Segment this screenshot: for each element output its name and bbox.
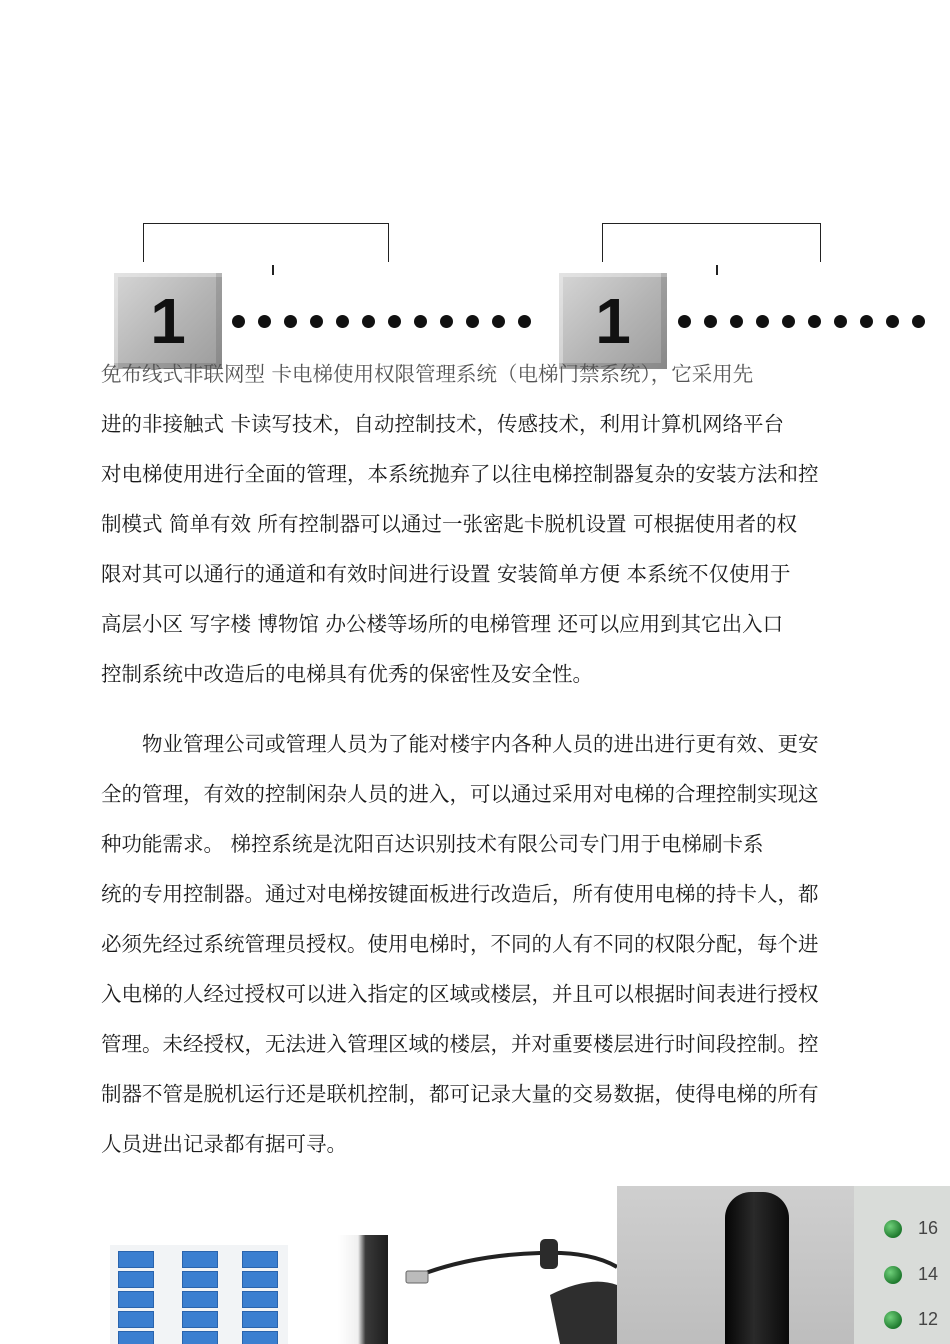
floor-panel-image <box>854 1186 950 1344</box>
dot-leader-right <box>678 315 925 328</box>
text-line: 人员进出记录都有据可寻。 <box>101 1132 347 1156</box>
led-indicator <box>884 1220 902 1238</box>
relay-board-image <box>110 1245 288 1344</box>
dot <box>284 315 297 328</box>
relay <box>242 1251 278 1268</box>
floor-label: 12 <box>918 1309 939 1329</box>
paragraph-intro <box>101 349 891 699</box>
relay <box>182 1271 218 1288</box>
relay <box>242 1331 278 1344</box>
dot <box>730 315 743 328</box>
dot <box>310 315 323 328</box>
bracket-left-tick <box>272 265 274 275</box>
floor-indicator-row <box>884 1264 938 1285</box>
text-line: 必须先经过系统管理员授权。使用电梯时，不同的人有不同的权限分配，每个进 <box>101 932 819 956</box>
floor-indicator-row <box>884 1309 938 1330</box>
floor-indicator-row <box>884 1218 938 1239</box>
dot <box>704 315 717 328</box>
dot <box>492 315 505 328</box>
relay <box>182 1331 218 1344</box>
text-line: 制器不管是脱机运行还是联机控制，都可记录大量的交易数据，使得电梯的所有 <box>101 1082 819 1106</box>
bracket-right-tick <box>716 265 718 275</box>
text-line: 免布线式非联网型 卡电梯使用权限管理系统（电梯门禁系统），它采用先 <box>101 362 754 386</box>
relay <box>118 1291 154 1308</box>
dot <box>414 315 427 328</box>
dot <box>440 315 453 328</box>
section-number-left: 1 <box>150 285 186 357</box>
relay <box>242 1311 278 1328</box>
text-line: 种功能需求。 梯控系统是沈阳百达识别技术有限公司专门用于电梯刷卡系 <box>101 832 764 856</box>
led-indicator <box>884 1311 902 1329</box>
dot <box>336 315 349 328</box>
dot <box>756 315 769 328</box>
usb-cable-drawing <box>400 1215 617 1344</box>
text-line: 高层小区 写字楼 博物馆 办公楼等场所的电梯管理 还可以应用到其它出入口 <box>101 612 784 636</box>
text-line: 制模式 简单有效 所有控制器可以通过一张密匙卡脱机设置 可根据使用者的权 <box>101 512 798 536</box>
dot <box>678 315 691 328</box>
text-line: 限对其可以通行的通道和有效时间进行设置 安装简单方便 本系统不仅使用于 <box>101 562 791 586</box>
dot <box>808 315 821 328</box>
relay <box>182 1251 218 1268</box>
dot <box>912 315 925 328</box>
relay <box>118 1331 154 1344</box>
relay-column <box>182 1251 218 1344</box>
led-indicator <box>884 1266 902 1284</box>
bracket-left <box>143 223 389 262</box>
paragraph-description <box>101 719 891 1169</box>
relay <box>242 1271 278 1288</box>
text-line: 进的非接触式 卡读写技术，自动控制技术，传感技术，利用计算机网络平台 <box>101 412 785 436</box>
floor-label: 16 <box>918 1218 939 1238</box>
text-line: 物业管理公司或管理人员为了能对楼宇内各种人员的进出进行更有效、更安 <box>101 732 819 756</box>
bracket-right <box>602 223 821 262</box>
dot <box>860 315 873 328</box>
dot <box>518 315 531 328</box>
usb-cable-image <box>400 1215 617 1344</box>
dot-leader-left <box>232 315 531 328</box>
relay-column <box>242 1251 278 1344</box>
text-line: 统的专用控制器。通过对电梯按键面板进行改造后，所有使用电梯的持卡人，都 <box>101 882 819 906</box>
antenna <box>725 1192 789 1344</box>
relay <box>242 1291 278 1308</box>
dot <box>232 315 245 328</box>
dot <box>388 315 401 328</box>
relay-column <box>118 1251 154 1344</box>
text-line: 控制系统中改造后的电梯具有优秀的保密性及安全性。 <box>101 662 593 686</box>
dot <box>886 315 899 328</box>
text-line: 入电梯的人经过授权可以进入指定的区域或楼层，并且可以根据时间表进行授权 <box>101 982 819 1006</box>
card-reader-image <box>338 1235 388 1344</box>
relay <box>118 1311 154 1328</box>
antenna-image <box>617 1186 854 1344</box>
relay <box>182 1311 218 1328</box>
text-line: 对电梯使用进行全面的管理，本系统抛弃了以往电梯控制器复杂的安装方法和控 <box>101 462 819 486</box>
dot <box>466 315 479 328</box>
dot <box>782 315 795 328</box>
dot <box>258 315 271 328</box>
relay <box>118 1251 154 1268</box>
relay <box>182 1291 218 1308</box>
text-line: 全的管理，有效的控制闲杂人员的进入，可以通过采用对电梯的合理控制实现这 <box>101 782 819 806</box>
relay <box>118 1271 154 1288</box>
floor-label: 14 <box>918 1264 939 1284</box>
dot <box>834 315 847 328</box>
text-line: 管理。未经授权，无法进入管理区域的楼层，并对重要楼层进行时间段控制。控 <box>101 1032 819 1056</box>
section-number-right: 1 <box>595 285 631 357</box>
dot <box>362 315 375 328</box>
